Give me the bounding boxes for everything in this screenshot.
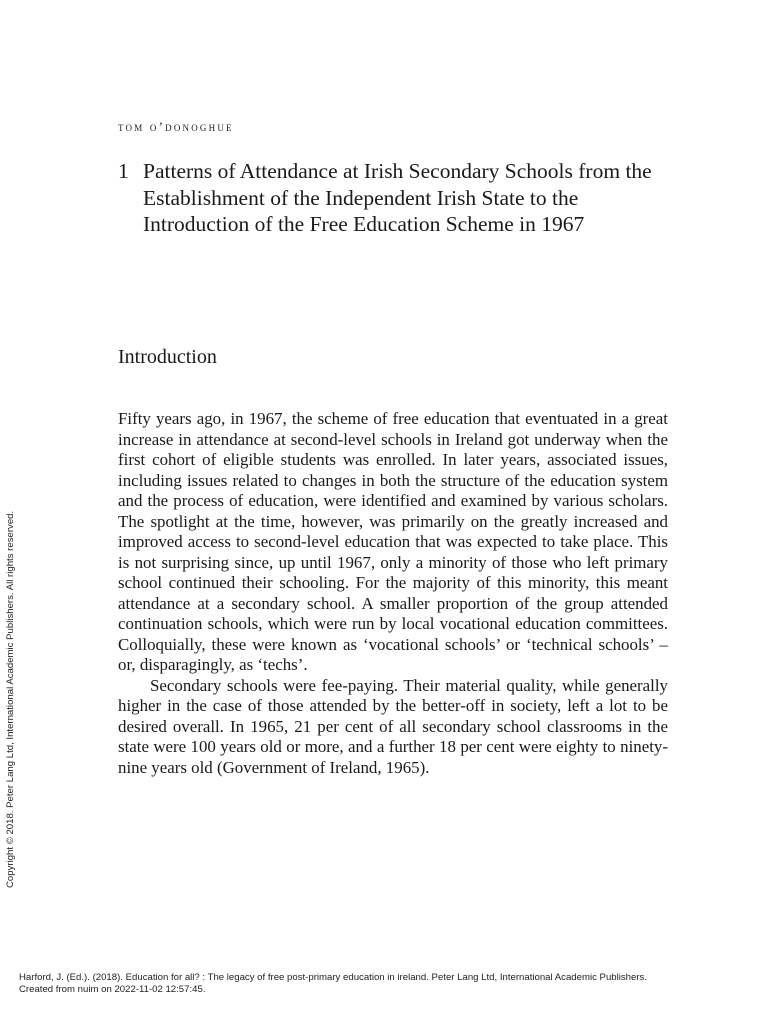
chapter-heading (118, 158, 678, 238)
body-text (118, 409, 668, 778)
footer-citation: Harford, J. (Ed.). (2018). Education for all? : The legacy of free post-primary education in ireland. Peter Lang Ltd, International Academic Publishers. (19, 972, 648, 983)
chapter-title: Patterns of Attendance at Irish Secondary Schools from the Establishment of the Independent Irish State to the Introduction of the Free Education Scheme in 1967 (143, 159, 652, 236)
chapter-number: 1 (118, 159, 129, 183)
section-heading: Introduction (118, 346, 217, 368)
author-name: tom o’donoghue (118, 119, 234, 134)
side-copyright: Copyright © 2018. Peter Lang Ltd, International Academic Publishers. All rights reserved. (5, 510, 16, 888)
footer-created: Created from nuim on 2022-11-02 12:57:45. (19, 984, 206, 995)
page-footer (19, 972, 647, 996)
paragraph-1: Fifty years ago, in 1967, the scheme of free education that eventuated in a great increase in attendance at second-level schools in Ireland got underway when the first cohort of eligible students was enrolled. In later years, associated issues, including issues related to changes in both the structure of the education system and the process of education, were identified and examined by various scholars. The spotlight at the time, however, was primarily on the greatly increased and improved access to second-level education that was expected to take place. This is not surprising since, up until 1967, only a minority of those who left primary school continued their schooling. For the majority of this minority, this meant attendance at a secondary school. A smaller proportion of the group attended continuation schools, which were run by local vocational education committees. Colloquially, these were known as ‘vocational schools’ or ‘technical schools’ – or, disparagingly, as ‘techs’. (118, 409, 668, 674)
paragraph-2: Secondary schools were fee-paying. Their material quality, while generally higher in the case of those attended by the better-off in society, left a lot to be desired overall. In 1965, 21 per cent of all secondary school classrooms in the state were 100 years old or more, and a further 18 per cent were eighty to ninety-nine years old (Government of Ireland, 1965). (118, 675, 668, 777)
